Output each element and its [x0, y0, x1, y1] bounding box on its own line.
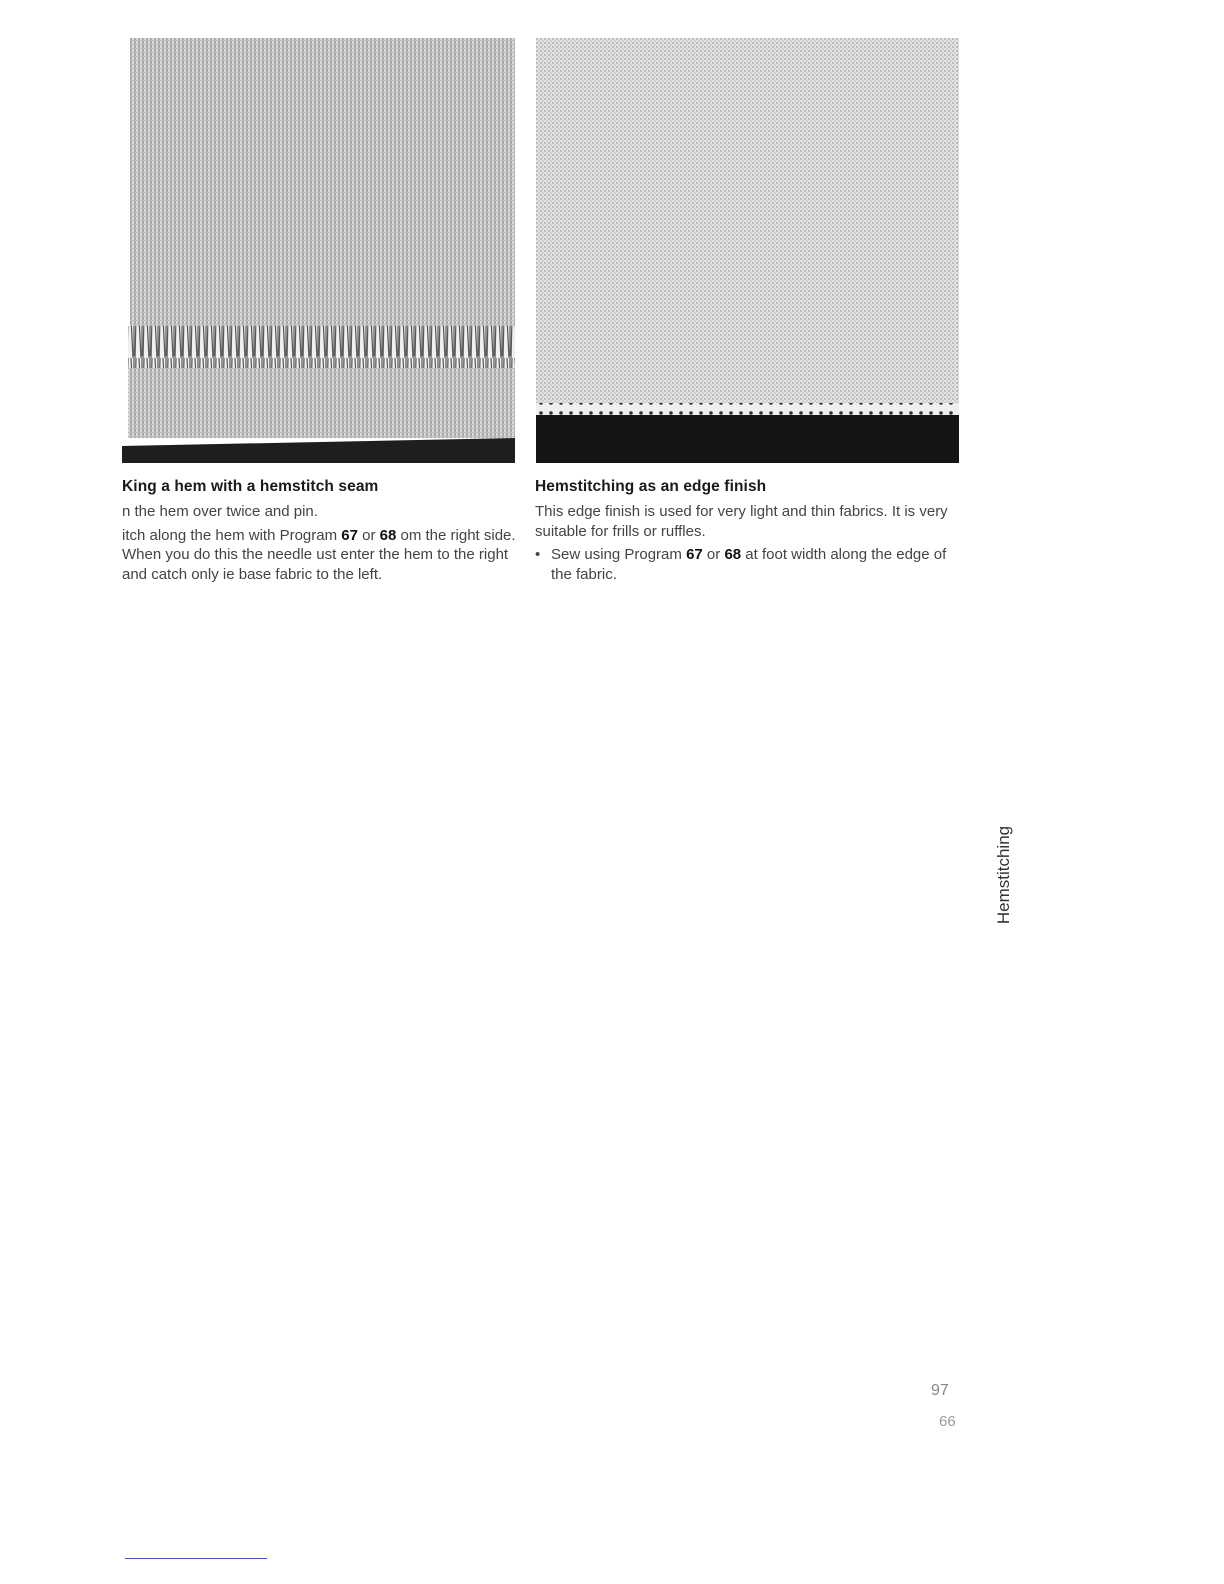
- page-number-secondary: 99: [939, 1412, 956, 1429]
- section-heading: Hemstitching as an edge finish: [535, 478, 767, 495]
- program-number: 68: [724, 546, 742, 563]
- step-text: itch along the hem with Program 67 or 68 om the right side. When you do this the needle ust enter the hem to the right and catch only ie base fabric to the left.: [122, 526, 516, 583]
- intro-text: This edge finish is used for very light and thin fabrics. It is very suitable for frills or ruffles.: [535, 503, 948, 540]
- program-number: 68: [379, 526, 397, 544]
- program-number: 67: [341, 526, 358, 544]
- hemstitch-seam-photo: [122, 38, 515, 463]
- page-number: 97: [931, 1382, 949, 1399]
- footer-rule: [125, 1558, 267, 1559]
- program-number: 67: [686, 546, 703, 563]
- bullet-icon: •: [535, 546, 541, 563]
- step-text: n the hem over twice and pin.: [122, 503, 318, 520]
- section-heading: King a hem with a hemstitch seam: [122, 478, 379, 495]
- hemstitch-seam-section: [122, 478, 522, 588]
- edge-finish-section: [535, 478, 965, 584]
- list-item: • Sew using Program 67 or 68 at foot width along the edge of the fabric.: [535, 546, 947, 583]
- edge-finish-photo: [536, 38, 959, 463]
- chapter-tab-label: Hemstitching: [994, 825, 1013, 925]
- instruction-list: [535, 545, 965, 584]
